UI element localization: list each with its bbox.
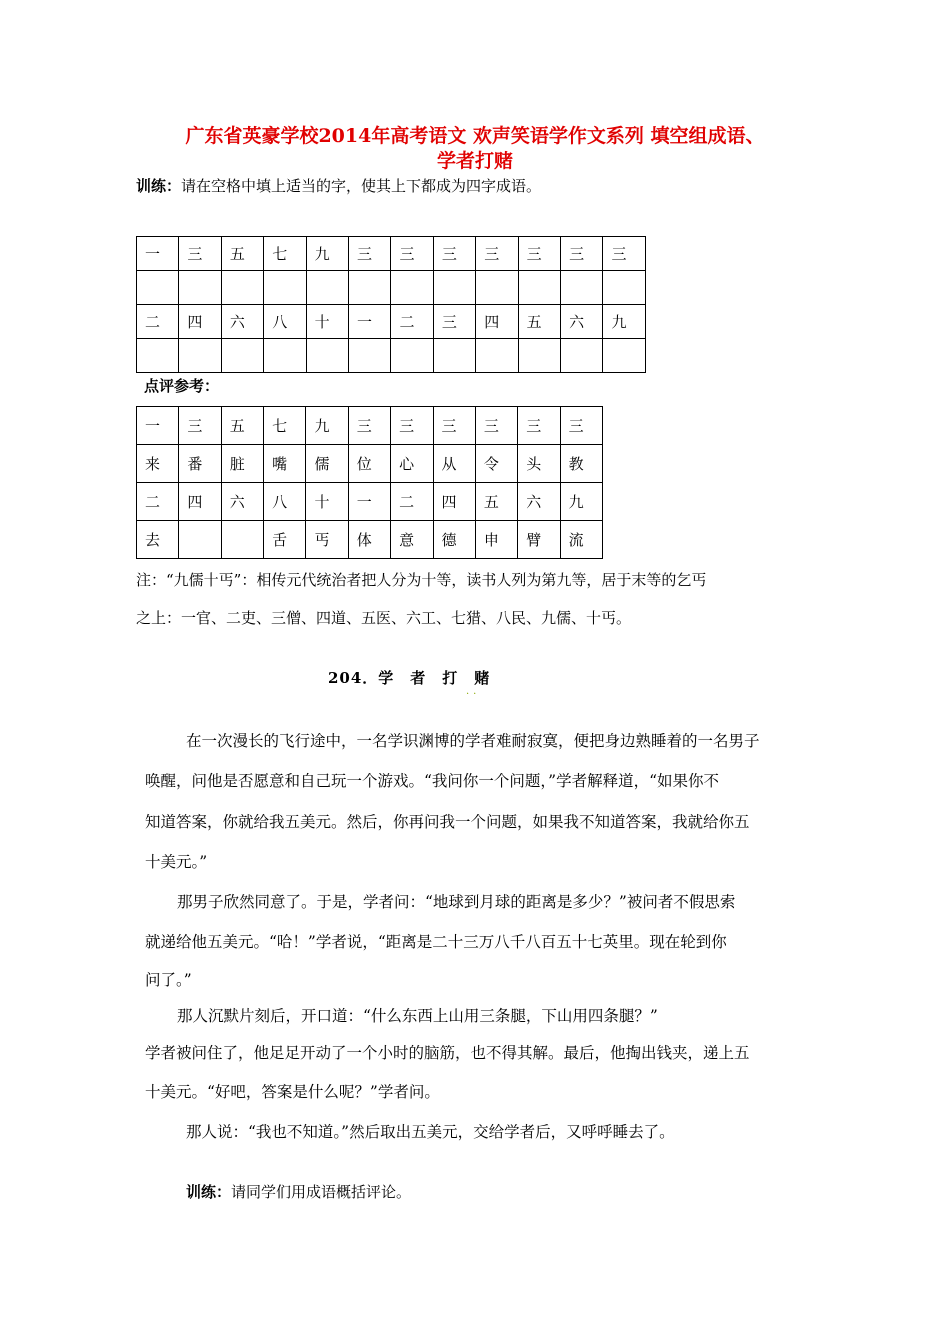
exercise-table-cell: 一 bbox=[137, 237, 179, 271]
exercise-table-cell bbox=[603, 271, 646, 305]
reference-table-cell bbox=[221, 521, 263, 559]
exercise-table-cell: 八 bbox=[264, 305, 306, 339]
reference-table-cell: 一 bbox=[348, 483, 390, 521]
reference-table-cell: 二 bbox=[391, 483, 433, 521]
reference-label: 点评参考： bbox=[144, 377, 220, 395]
exercise-table-row bbox=[137, 237, 646, 271]
reference-table-cell: 三 bbox=[560, 407, 602, 445]
exercise-table-cell bbox=[518, 339, 560, 373]
reference-table-cell: 流 bbox=[560, 521, 602, 559]
reference-table-cell: 三 bbox=[433, 407, 475, 445]
emphasis-dots: .. bbox=[466, 686, 481, 697]
reference-table bbox=[136, 406, 603, 559]
exercise-table-row bbox=[137, 339, 646, 373]
reference-table-cell: 一 bbox=[137, 407, 179, 445]
exercise-table-cell: 五 bbox=[518, 305, 560, 339]
exercise-table-cell bbox=[349, 271, 391, 305]
title-line-2: 学者打赌 bbox=[436, 150, 513, 172]
reference-table-cell: 三 bbox=[518, 407, 560, 445]
reference-table-cell: 去 bbox=[137, 521, 179, 559]
training-instruction-1 bbox=[136, 176, 541, 196]
exercise-table-cell bbox=[137, 271, 179, 305]
note-line-2: 之上：一官、二吏、三僧、四道、五医、六工、七猎、八民、九儒、十丐。 bbox=[136, 609, 632, 627]
exercise-table-cell bbox=[306, 339, 348, 373]
exercise-table-cell: 三 bbox=[391, 237, 433, 271]
reference-table-cell: 二 bbox=[137, 483, 179, 521]
reference-table-cell: 德 bbox=[433, 521, 475, 559]
story-heading: 204．学 者 打 赌 bbox=[328, 669, 491, 687]
training-label: 训练： bbox=[136, 177, 182, 195]
story-p1-line-2: 唤醒，问他是否愿意和自己玩一个游戏。“我问你一个问题，”学者解释道，“如果你不 bbox=[145, 772, 720, 790]
reference-table-cell: 申 bbox=[475, 521, 517, 559]
reference-table-cell: 意 bbox=[391, 521, 433, 559]
exercise-table-cell bbox=[264, 339, 306, 373]
story-p3-line-3: 十美元。“好吧，答案是什么呢？”学者问。 bbox=[145, 1083, 440, 1101]
reference-table-cell: 头 bbox=[518, 445, 560, 483]
exercise-table-cell bbox=[433, 271, 475, 305]
story-p3-line-2: 学者被问住了，他足足开动了一个小时的脑筋，也不得其解。最后，他掏出钱夹，递上五 bbox=[145, 1044, 750, 1062]
reference-table-cell: 位 bbox=[348, 445, 390, 483]
reference-table-cell: 来 bbox=[137, 445, 179, 483]
reference-table-cell: 脏 bbox=[221, 445, 263, 483]
exercise-table-cell bbox=[518, 271, 560, 305]
exercise-table-cell bbox=[221, 271, 263, 305]
exercise-table-cell: 六 bbox=[221, 305, 263, 339]
training-text-2: 请同学们用成语概括评论。 bbox=[231, 1183, 412, 1201]
reference-table-cell: 五 bbox=[475, 483, 517, 521]
exercise-table-cell: 四 bbox=[476, 305, 518, 339]
reference-table-row bbox=[137, 445, 603, 483]
reference-table-cell: 嘴 bbox=[264, 445, 306, 483]
reference-table-cell: 心 bbox=[391, 445, 433, 483]
reference-table-cell: 三 bbox=[475, 407, 517, 445]
reference-table-cell bbox=[179, 521, 221, 559]
exercise-table-cell bbox=[179, 271, 221, 305]
exercise-table-cell bbox=[349, 339, 391, 373]
exercise-table-row bbox=[137, 305, 646, 339]
reference-table-row bbox=[137, 483, 603, 521]
exercise-table-cell: 五 bbox=[221, 237, 263, 271]
document-title bbox=[60, 124, 890, 174]
note-line-1: 注：“九儒十丐”：相传元代统治者把人分为十等，读书人列为第九等，居于末等的乞丐 bbox=[136, 571, 707, 589]
reference-table-cell: 令 bbox=[475, 445, 517, 483]
exercise-table-cell: 二 bbox=[391, 305, 433, 339]
exercise-table-cell: 三 bbox=[433, 237, 475, 271]
title-line-1: 广东省英豪学校2014年高考语文 欢声笑语学作文系列 填空组成语、 bbox=[185, 125, 765, 147]
exercise-table-cell: 三 bbox=[433, 305, 475, 339]
reference-table-cell: 儒 bbox=[306, 445, 348, 483]
exercise-table-cell bbox=[561, 271, 603, 305]
exercise-table-cell: 三 bbox=[476, 237, 518, 271]
exercise-table-cell bbox=[391, 339, 433, 373]
exercise-table-cell bbox=[603, 339, 646, 373]
exercise-table-cell: 三 bbox=[179, 237, 221, 271]
exercise-table-cell bbox=[221, 339, 263, 373]
exercise-table-cell bbox=[476, 271, 518, 305]
training-instruction-2 bbox=[186, 1182, 411, 1202]
reference-table-cell: 七 bbox=[264, 407, 306, 445]
exercise-table bbox=[136, 236, 646, 373]
exercise-table-cell: 十 bbox=[306, 305, 348, 339]
reference-table-cell: 臂 bbox=[518, 521, 560, 559]
reference-table-cell: 四 bbox=[179, 483, 221, 521]
exercise-table-cell: 六 bbox=[561, 305, 603, 339]
story-p2-line-1: 那男子欣然同意了。于是，学者问：“地球到月球的距离是多少？”被问者不假思索 bbox=[177, 893, 736, 911]
reference-table-cell: 从 bbox=[433, 445, 475, 483]
exercise-table-cell: 三 bbox=[603, 237, 646, 271]
exercise-table-cell bbox=[476, 339, 518, 373]
exercise-table-cell: 二 bbox=[137, 305, 179, 339]
story-p1-line-3: 知道答案，你就给我五美元。然后，你再问我一个问题，如果我不知道答案，我就给你五 bbox=[145, 813, 750, 831]
exercise-table-cell: 九 bbox=[306, 237, 348, 271]
reference-table-cell: 四 bbox=[433, 483, 475, 521]
reference-table-cell: 六 bbox=[518, 483, 560, 521]
exercise-table-cell bbox=[306, 271, 348, 305]
exercise-table-cell: 一 bbox=[349, 305, 391, 339]
story-p4-line-1: 那人说：“我也不知道。”然后取出五美元，交给学者后，又呼呼睡去了。 bbox=[186, 1123, 675, 1141]
reference-table-cell: 九 bbox=[306, 407, 348, 445]
story-p1-line-1: 在一次漫长的飞行途中，一名学识渊博的学者难耐寂寞，便把身边熟睡着的一名男子 bbox=[186, 732, 760, 750]
exercise-table-cell bbox=[137, 339, 179, 373]
exercise-table-cell bbox=[561, 339, 603, 373]
story-p2-line-2: 就递给他五美元。“哈！”学者说，“距离是二十三万八千八百五十七英里。现在轮到你 bbox=[145, 933, 727, 951]
reference-table-cell: 九 bbox=[560, 483, 602, 521]
reference-table-row bbox=[137, 407, 603, 445]
reference-table-cell: 舌 bbox=[264, 521, 306, 559]
exercise-table-cell bbox=[179, 339, 221, 373]
exercise-table-cell bbox=[264, 271, 306, 305]
reference-table-cell: 十 bbox=[306, 483, 348, 521]
reference-table-cell: 六 bbox=[221, 483, 263, 521]
reference-table-cell: 教 bbox=[560, 445, 602, 483]
exercise-table-cell: 三 bbox=[349, 237, 391, 271]
reference-table-cell: 五 bbox=[221, 407, 263, 445]
reference-table-cell: 三 bbox=[391, 407, 433, 445]
story-p2-line-3: 问了。” bbox=[145, 971, 192, 989]
exercise-table-row bbox=[137, 271, 646, 305]
exercise-table-cell: 三 bbox=[561, 237, 603, 271]
story-p3-line-1: 那人沉默片刻后，开口道：“什么东西上山用三条腿，下山用四条腿？” bbox=[177, 1007, 658, 1025]
story-p1-line-4: 十美元。” bbox=[145, 853, 208, 871]
reference-table-cell: 番 bbox=[179, 445, 221, 483]
reference-table-cell: 八 bbox=[264, 483, 306, 521]
training-text: 请在空格中填上适当的字，使其上下都成为四字成语。 bbox=[181, 177, 542, 195]
exercise-table-cell: 九 bbox=[603, 305, 646, 339]
reference-table-cell: 体 bbox=[348, 521, 390, 559]
exercise-table-cell bbox=[433, 339, 475, 373]
exercise-table-cell: 七 bbox=[264, 237, 306, 271]
reference-table-cell: 三 bbox=[348, 407, 390, 445]
exercise-table-cell bbox=[391, 271, 433, 305]
reference-table-cell: 三 bbox=[179, 407, 221, 445]
reference-table-cell: 丐 bbox=[306, 521, 348, 559]
exercise-table-cell: 四 bbox=[179, 305, 221, 339]
training-label-2: 训练： bbox=[186, 1183, 232, 1201]
exercise-table-cell: 三 bbox=[518, 237, 560, 271]
reference-table-row bbox=[137, 521, 603, 559]
